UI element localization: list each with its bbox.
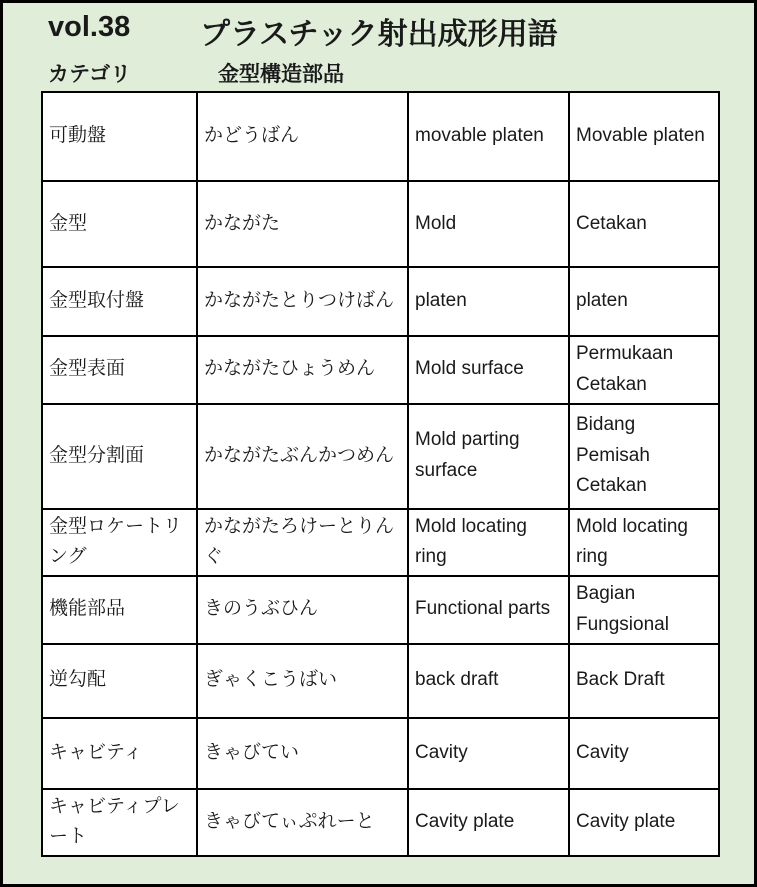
page-title: プラスチック射出成形用語 [200, 18, 558, 51]
cell-indonesian: Back Draft [569, 644, 719, 718]
cell-reading: かながたぶんかつめん [197, 404, 408, 509]
table-row [42, 509, 719, 577]
cell-term-ja: 逆勾配 [42, 644, 197, 718]
cell-reading: かながたとりつけばん [197, 267, 408, 336]
cell-term-ja: 金型取付盤 [42, 267, 197, 336]
cell-indonesian: Mold locating ring [569, 509, 719, 577]
cell-term-ja: 金型表面 [42, 336, 197, 404]
cell-reading: かながたろけーとりんぐ [197, 509, 408, 577]
cell-reading: かながたひょうめん [197, 336, 408, 404]
cell-english: movable platen [408, 92, 569, 181]
cell-english: Mold [408, 181, 569, 267]
category-value: 金型構造部品 [218, 63, 344, 86]
cell-english: Cavity plate [408, 789, 569, 857]
cell-term-ja: 金型分割面 [42, 404, 197, 509]
cell-english: Mold surface [408, 336, 569, 404]
cell-indonesian: Bagian Fungsional [569, 576, 719, 644]
volume-label: vol.38 [48, 11, 131, 43]
cell-reading: きゃびてぃぷれーと [197, 789, 408, 857]
table-row [42, 789, 719, 857]
cell-term-ja: 可動盤 [42, 92, 197, 181]
cell-english: back draft [408, 644, 569, 718]
table-row [42, 404, 719, 509]
table-row [42, 718, 719, 789]
table-row [42, 92, 719, 181]
cell-english: platen [408, 267, 569, 336]
cell-reading: きゃびてい [197, 718, 408, 789]
cell-reading: かどうばん [197, 92, 408, 181]
table-row [42, 267, 719, 336]
cell-indonesian: Cavity [569, 718, 719, 789]
cell-reading: ぎゃくこうばい [197, 644, 408, 718]
cell-english: Functional parts [408, 576, 569, 644]
cell-indonesian: Cavity plate [569, 789, 719, 857]
cell-reading: きのうぶひん [197, 576, 408, 644]
cell-indonesian: platen [569, 267, 719, 336]
cell-indonesian: Permukaan Cetakan [569, 336, 719, 404]
cell-term-ja: 金型ロケートリング [42, 509, 197, 577]
cell-term-ja: 金型 [42, 181, 197, 267]
cell-term-ja: キャビティ [42, 718, 197, 789]
cell-indonesian: Cetakan [569, 181, 719, 267]
category-label: カテゴリ [48, 63, 132, 86]
terms-table [41, 91, 720, 857]
cell-indonesian: Bidang Pemisah Cetakan [569, 404, 719, 509]
table-row [42, 181, 719, 267]
cell-indonesian: Movable platen [569, 92, 719, 181]
table-row [42, 576, 719, 644]
cell-term-ja: 機能部品 [42, 576, 197, 644]
cell-english: Mold parting surface [408, 404, 569, 509]
cell-english: Cavity [408, 718, 569, 789]
cell-english: Mold locating ring [408, 509, 569, 577]
cell-term-ja: キャビティプレート [42, 789, 197, 857]
table-row [42, 644, 719, 718]
table-row [42, 336, 719, 404]
cell-reading: かながた [197, 181, 408, 267]
